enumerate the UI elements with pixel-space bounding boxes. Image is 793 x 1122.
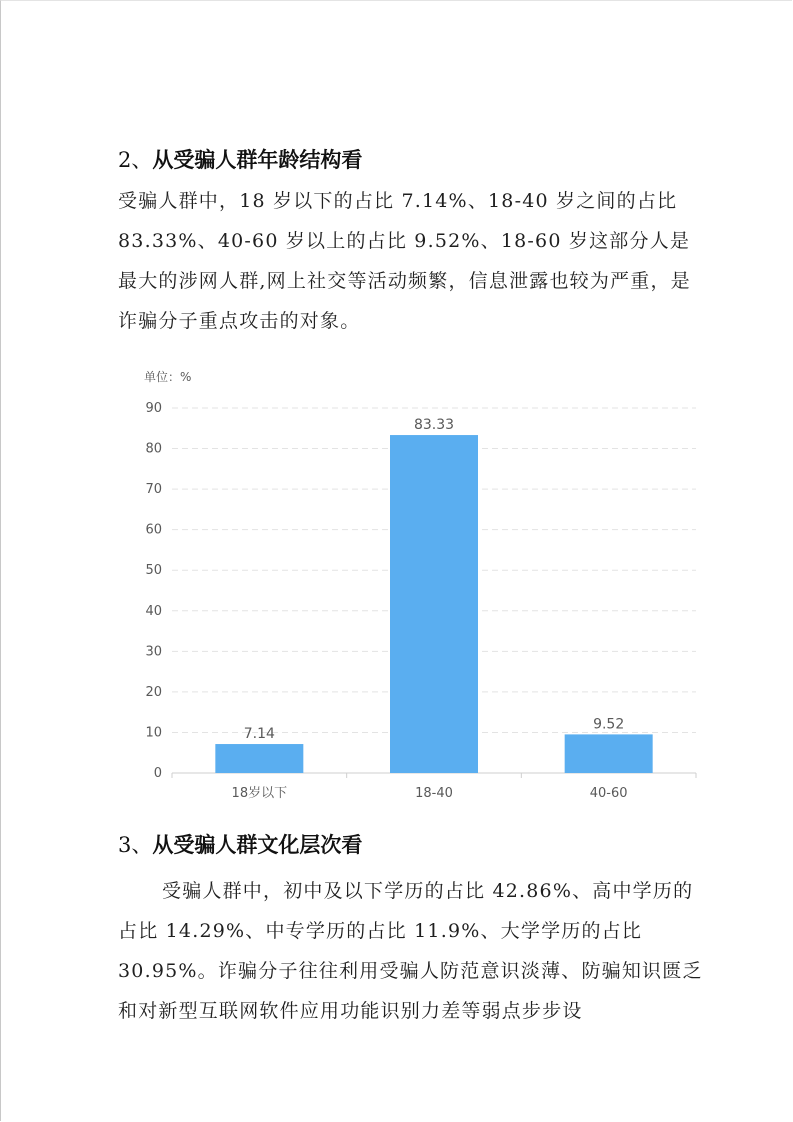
section-2-title: 从受骗人群年龄结构看 xyxy=(152,148,363,172)
chart-y-tick-label: 90 xyxy=(145,401,162,416)
chart-y-tick-label: 30 xyxy=(145,644,162,660)
chart-y-tick-label: 60 xyxy=(145,522,162,538)
chart-bar xyxy=(215,744,303,773)
age-structure-chart xyxy=(118,362,718,802)
age-structure-chart-svg xyxy=(118,362,718,802)
chart-y-tick-label: 40 xyxy=(145,603,162,619)
chart-y-tick-label: 10 xyxy=(145,725,162,741)
chart-y-tick-label: 50 xyxy=(145,563,162,579)
section-2-paragraph: 受骗人群中，18 岁以下的占比 7.14%、18-40 岁之间的占比 83.33%、40-60 岁以上的占比 9.52%、18-60 岁这部分人是最大的涉网人群,网上社交等活动频繁，信息泄露也较为严重，是诈骗分子重点攻击的对象。 xyxy=(118,190,691,332)
section-3-title: 从受骗人群文化层次看 xyxy=(152,833,363,857)
chart-data-label: 9.52 xyxy=(593,716,625,733)
section-3-heading xyxy=(118,830,362,860)
chart-y-tick-label: 0 xyxy=(153,766,162,781)
chart-x-tick-label: 18岁以下 xyxy=(231,786,288,801)
chart-x-tick-label: 40-60 xyxy=(589,786,628,801)
section-2-heading xyxy=(118,145,362,175)
chart-bar xyxy=(390,435,478,773)
chart-bar xyxy=(565,734,653,773)
chart-y-tick-label: 80 xyxy=(145,441,162,457)
chart-data-label: 83.33 xyxy=(413,417,455,434)
chart-y-tick-label: 70 xyxy=(145,482,162,498)
chart-y-tick-label: 20 xyxy=(145,684,162,700)
chart-unit-label: 单位：% xyxy=(144,370,192,384)
section-3-paragraph: 受骗人群中，初中及以下学历的占比 42.86%、高中学历的占比 14.29%、中专学历的占比 11.9%、大学学历的占比 30.95%。诈骗分子往往利用受骗人防范意识淡薄、防骗知识匮乏和对新型互联网软件应用功能识别力差等弱点步步设 xyxy=(118,880,703,1022)
chart-x-tick-label: 18-40 xyxy=(415,786,453,801)
chart-data-label: 7.14 xyxy=(243,726,275,743)
section-2-number: 2、 xyxy=(118,148,153,172)
section-3-number: 3、 xyxy=(118,833,153,857)
